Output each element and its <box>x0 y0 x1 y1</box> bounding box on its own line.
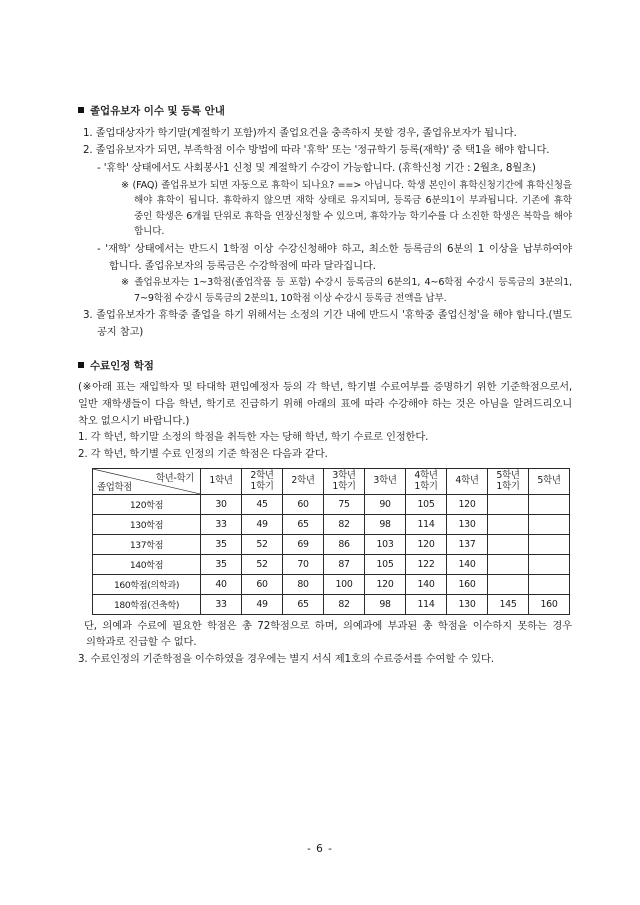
column-header: 5학년 <box>529 468 570 494</box>
table-cell-highlighted: 70 <box>283 554 324 574</box>
table-row <box>93 494 570 514</box>
square-bullet-icon <box>78 107 84 113</box>
table-cell: 120 <box>447 494 488 514</box>
table-cell <box>529 534 570 554</box>
table-cell: 120 <box>406 534 447 554</box>
table-cell: 52 <box>242 534 283 554</box>
row-label: 140학점 <box>93 554 201 574</box>
table-cell: 33 <box>201 594 242 614</box>
table-cell: 45 <box>242 494 283 514</box>
completion-credit-table <box>92 468 570 615</box>
column-header: 2학년 <box>283 468 324 494</box>
section-spacer <box>78 342 572 359</box>
section1-heading-text: 졸업유보자 이수 및 등록 안내 <box>90 105 225 117</box>
table-cell: 140 <box>406 574 447 594</box>
table-cell: 105 <box>406 494 447 514</box>
row-label: 120학점 <box>93 494 201 514</box>
table-cell <box>488 534 529 554</box>
table-header-row <box>93 468 570 494</box>
section2-item-2: 2. 각 학년, 학기별 수료 인정의 기준 학점은 다음과 같다. <box>78 448 328 461</box>
table-cell: 86 <box>324 534 365 554</box>
list-item: - '휴학' 상태에서도 사회봉사1 신청 및 계절학기 수강이 가능합니다. (휴학신청 기간 : 2월초, 8월초) <box>97 162 536 175</box>
table-cell: 160 <box>529 594 570 614</box>
table-row <box>93 574 570 594</box>
column-header: 4학년 1학기 <box>406 468 447 494</box>
table-cell <box>529 494 570 514</box>
section2-heading-text: 수료인정 학점 <box>90 359 154 372</box>
section-heading-completion-credits <box>78 359 572 375</box>
table-cell: 35 <box>201 534 242 554</box>
table-cell: 90 <box>365 494 406 514</box>
row-label: 160학점(의학과) <box>93 574 201 594</box>
table-header <box>93 468 570 494</box>
table-corner-cell <box>93 468 201 494</box>
table-cell: 130 <box>447 594 488 614</box>
table-cell-highlighted: 65 <box>283 514 324 534</box>
table-cell <box>488 514 529 534</box>
table-cell: 122 <box>406 554 447 574</box>
list-item: ※ (FAQ) 졸업유보가 되면 자동으로 휴학이 되나요? ==> 아닙니다. 학생 본인이 휴학신청기간에 휴학신청을 해야 휴학이 됩니다. 휴학하지 않으면 재학 상태로 유지되며, 등록금 6분의1이 부과됩니다. 기존에 휴학 중인 학생은 6개월 단위로 휴학을 연장신청할 수 있으며, 휴학가능 학기수를 다 소진한 학생은 복학을 해야 합니다. <box>121 179 572 238</box>
table-footnote: 단, 의예과 수료에 필요한 학점은 총 72학점으로 하며, 의예과에 부과된 총 학점을 이수하지 못하는 경우 의학과로 진급할 수 없다. <box>84 619 572 649</box>
table-cell <box>488 574 529 594</box>
list-item: ※ 졸업유보자는 1~3학점(졸업작품 등 포함) 수강시 등록금의 6분의1, 4~6학점 수강시 등록금의 3분의1, 7~9학점 수강시 등록금의 2분의1, 10학점 이상 수강시 등록금 전액을 납부. <box>121 277 572 304</box>
table-cell: 82 <box>324 594 365 614</box>
table-cell: 120 <box>365 574 406 594</box>
table-cell <box>488 494 529 514</box>
table-cell: 105 <box>365 554 406 574</box>
table-cell: 60 <box>283 494 324 514</box>
table-cell: 160 <box>447 574 488 594</box>
corner-label-columns: 학년-학기 <box>155 472 194 484</box>
table-cell: 30 <box>201 494 242 514</box>
list-item: - '재학' 상태에서는 반드시 1학점 이상 수강신청해야 하고, 최소한 등록금의 6분의 1 이상을 납부하여야 합니다. 졸업유보자의 등록금은 수강학점에 따라 달라집니다. <box>97 242 572 272</box>
table-cell: 35 <box>201 554 242 574</box>
table-cell: 40 <box>201 574 242 594</box>
section2-item-1: 1. 각 학년, 학기말 소정의 학점을 취득한 자는 당해 학년, 학기 수료로 인정한다. <box>78 431 429 444</box>
table-cell: 52 <box>242 554 283 574</box>
table-cell: 87 <box>324 554 365 574</box>
table-row <box>93 554 570 574</box>
table-cell: 98 <box>365 514 406 534</box>
column-header: 2학년 1학기 <box>242 468 283 494</box>
table-cell: 60 <box>242 574 283 594</box>
table-cell-highlighted: 69 <box>283 534 324 554</box>
table-cell: 49 <box>242 514 283 534</box>
table-cell: 82 <box>324 514 365 534</box>
section2-item-3: 3. 수료인정의 기준학점을 이수하였을 경우에는 별지 서식 제1호의 수료증서를 수여할 수 있다. <box>78 653 494 666</box>
list-item: 1. 졸업대상자가 학기말(계절학기 포함)까지 졸업요건을 충족하지 못할 경우, 졸업유보자가 됩니다. <box>83 126 517 139</box>
table-cell: 80 <box>283 574 324 594</box>
table-cell: 75 <box>324 494 365 514</box>
list-item: 3. 졸업유보자가 휴학중 졸업을 하기 위해서는 소정의 기간 내에 반드시 '휴학중 졸업신청'을 해야 합니다.(별도 공지 참고) <box>83 309 572 338</box>
table-cell <box>529 574 570 594</box>
table-row <box>93 594 570 614</box>
table-cell: 33 <box>201 514 242 534</box>
table-body <box>93 494 570 614</box>
table-cell: 49 <box>242 594 283 614</box>
corner-label-rows: 졸업학점 <box>97 481 133 493</box>
row-label: 180학점(건축학) <box>93 594 201 614</box>
table-cell: 65 <box>283 594 324 614</box>
row-label: 137학점 <box>93 534 201 554</box>
table-cell: 137 <box>447 534 488 554</box>
section2-note: (※아래 표는 재입학자 및 타대학 편입예정자 등의 각 학년, 학기별 수료여부를 증명하기 위한 기준학점으로서, 일반 재학생들이 다음 학년, 학기로 진급하기 위해 아래의 표에 따라 수강해야 하는 것은 아님을 알려드리오니 착오 없으시기 바랍니다.) <box>78 381 572 427</box>
column-header: 3학년 <box>365 468 406 494</box>
column-header: 4학년 <box>447 468 488 494</box>
row-label: 130학점 <box>93 514 201 534</box>
table-cell: 140 <box>447 554 488 574</box>
table-cell <box>529 514 570 534</box>
table-cell: 103 <box>365 534 406 554</box>
credit-table-wrapper <box>92 468 561 615</box>
table-cell: 145 <box>488 594 529 614</box>
table-cell: 130 <box>447 514 488 534</box>
table-cell: 100 <box>324 574 365 594</box>
table-cell: 114 <box>406 514 447 534</box>
table-cell: 114 <box>406 594 447 614</box>
column-header: 5학년 1학기 <box>488 468 529 494</box>
table-row <box>93 534 570 554</box>
table-cell <box>529 554 570 574</box>
square-bullet-icon <box>78 362 84 368</box>
table-row <box>93 514 570 534</box>
document-body <box>78 104 572 668</box>
column-header: 3학년 1학기 <box>324 468 365 494</box>
table-cell: 98 <box>365 594 406 614</box>
table-cell <box>488 554 529 574</box>
section-heading-graduation-deferral <box>78 104 572 120</box>
page-number: - 6 - <box>307 843 333 855</box>
list-item: 2. 졸업유보자가 되면, 부족학점 이수 방법에 따라 '휴학' 또는 '정규학기 등록(재학)' 중 택1을 해야 합니다. <box>83 144 550 157</box>
column-header: 1학년 <box>201 468 242 494</box>
